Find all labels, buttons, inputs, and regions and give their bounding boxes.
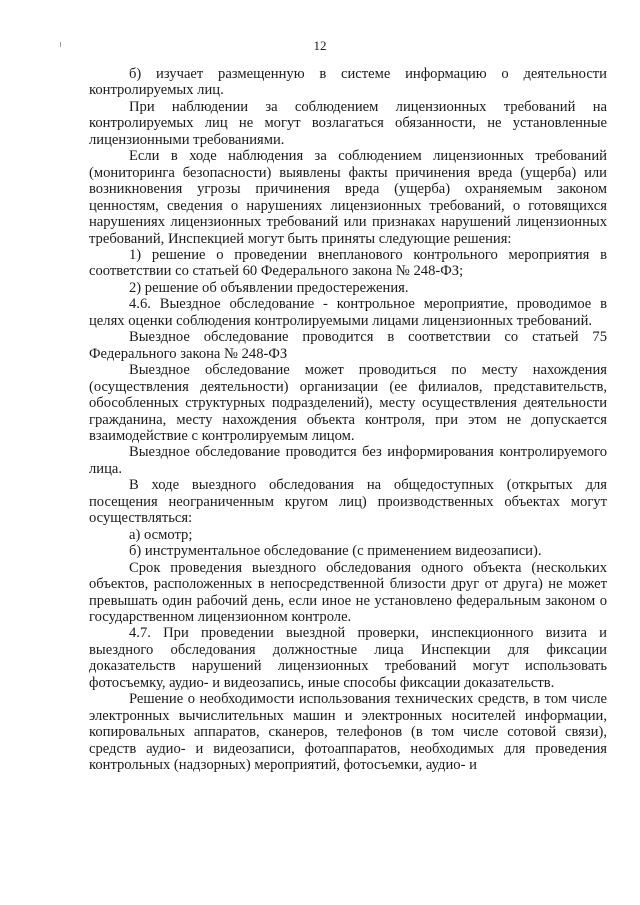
paragraph: 4.7. При проведении выездной проверки, инспекционного визита и выездного обследования должностные лица Инспекции для фиксации доказательств нарушений лицензионных требований могут использовать фотосъемку, аудио- и видеозапись, иные способы фиксации доказательств. <box>89 625 607 691</box>
paragraph: б) инструментальное обследование (с применением видеозаписи). <box>129 543 542 560</box>
paragraph: б) изучает размещенную в системе информацию о деятельности контролируемых лиц. <box>89 66 607 99</box>
paragraph: 2) решение об объявлении предостережения. <box>129 279 409 296</box>
paragraph: Выездное обследование может проводиться по месту нахождения (осуществления деятельности) организации (ее филиалов, представительств, обособленных структурных подразделений), месту осуществления деятельности гражданина, месту нахождения объекта контроля, при этом не допускается взаимодействие с контролируемым лицом. <box>89 362 607 444</box>
paragraph: Срок проведения выездного обследования одного объекта (нескольких объектов, расположенных в непосредственной близости друг от друга) не может превышать один рабочий день, если иное не установлено федеральным законом о государственном лицензионном контроле. <box>89 559 607 625</box>
paragraph: 1) решение о проведении внепланового контрольного мероприятия в соответствии со статьей 60 Федерального закона № 248-ФЗ; <box>89 246 607 280</box>
paragraph: Если в ходе наблюдения за соблюдением лицензионных требований (мониторинга безопасности) выявлены факты причинения вреда (ущерба) или возникновения угрозы причинения вреда (ущерба) охраняемым законом ценностям, сведения о нарушениях лицензионных требований, о готовящихся нарушениях лицензионных требований или признаках нарушений лицензионных требований, Инспекцией могут быть приняты следующие решения: <box>89 148 607 247</box>
paragraph: При наблюдении за соблюдением лицензионных требований на контролируемых лиц не могут возлагаться обязанности, не установленные лицензионными требованиями. <box>89 98 607 148</box>
paragraph: Выездное обследование проводится без информирования контролируемого лица. <box>89 444 607 477</box>
paragraph: Выездное обследование проводится в соответствии со статьей 75 Федерального закона № 248-ФЗ <box>89 329 607 362</box>
page-number: 12 <box>313 38 327 53</box>
paragraph: 4.6. Выездное обследование - контрольное мероприятие, проводимое в целях оценки соблюдения контролируемыми лицами лицензионных требований. <box>89 296 607 329</box>
document-body <box>89 66 607 773</box>
paragraph: В ходе выездного обследования на общедоступных (открытых для посещения неограниченным кругом лиц) производственных объектах могут осуществляться: <box>89 477 607 527</box>
paragraph: Решение о необходимости использования технических средств, в том числе электронных вычислительных машин и электронных носителей информации, копировальных аппаратов, сканеров, телефонов (в том числе сотовой связи), средств аудио- и видеозаписи, фотоаппаратов, необходимых для проведения контрольных (надзорных) мероприятий, фотосъемки, аудио- и <box>89 691 607 774</box>
paragraph: а) осмотр; <box>129 526 193 543</box>
